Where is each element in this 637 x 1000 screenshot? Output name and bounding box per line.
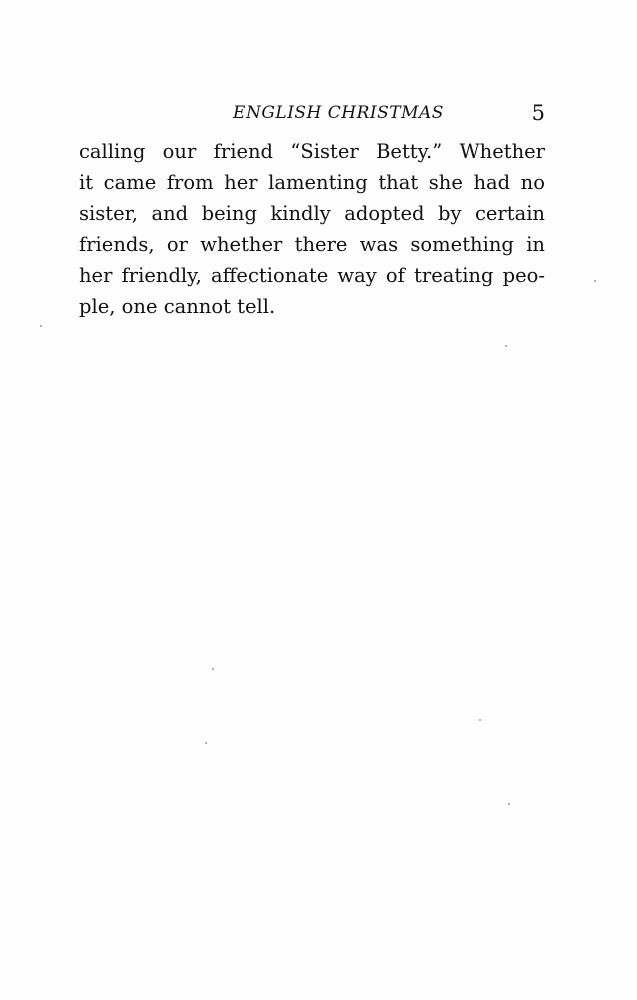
paper-speck [479,719,481,721]
text-line-3: sister, and being kindly adopted by certain [79,202,545,225]
paper-speck [205,742,207,744]
paper-speck [505,345,507,347]
paper-speck [594,280,596,282]
running-header [0,98,637,128]
paper-speck [508,803,510,805]
text-line-5: her friendly, affectionate way of treating peo- [79,264,545,287]
body-paragraph [79,136,545,322]
paper-speck [212,668,214,670]
text-line-4: friends, or whether there was something in [79,233,545,256]
running-title: ENGLISH CHRISTMAS [233,103,444,123]
text-line-1: calling our friend “Sister Betty.” Whether [79,140,545,163]
page-number: 5 [531,101,545,125]
text-line-2: it came from her lamenting that she had no [79,171,545,194]
text-line-6: ple, one cannot tell. [79,295,276,318]
paper-speck [40,325,42,327]
